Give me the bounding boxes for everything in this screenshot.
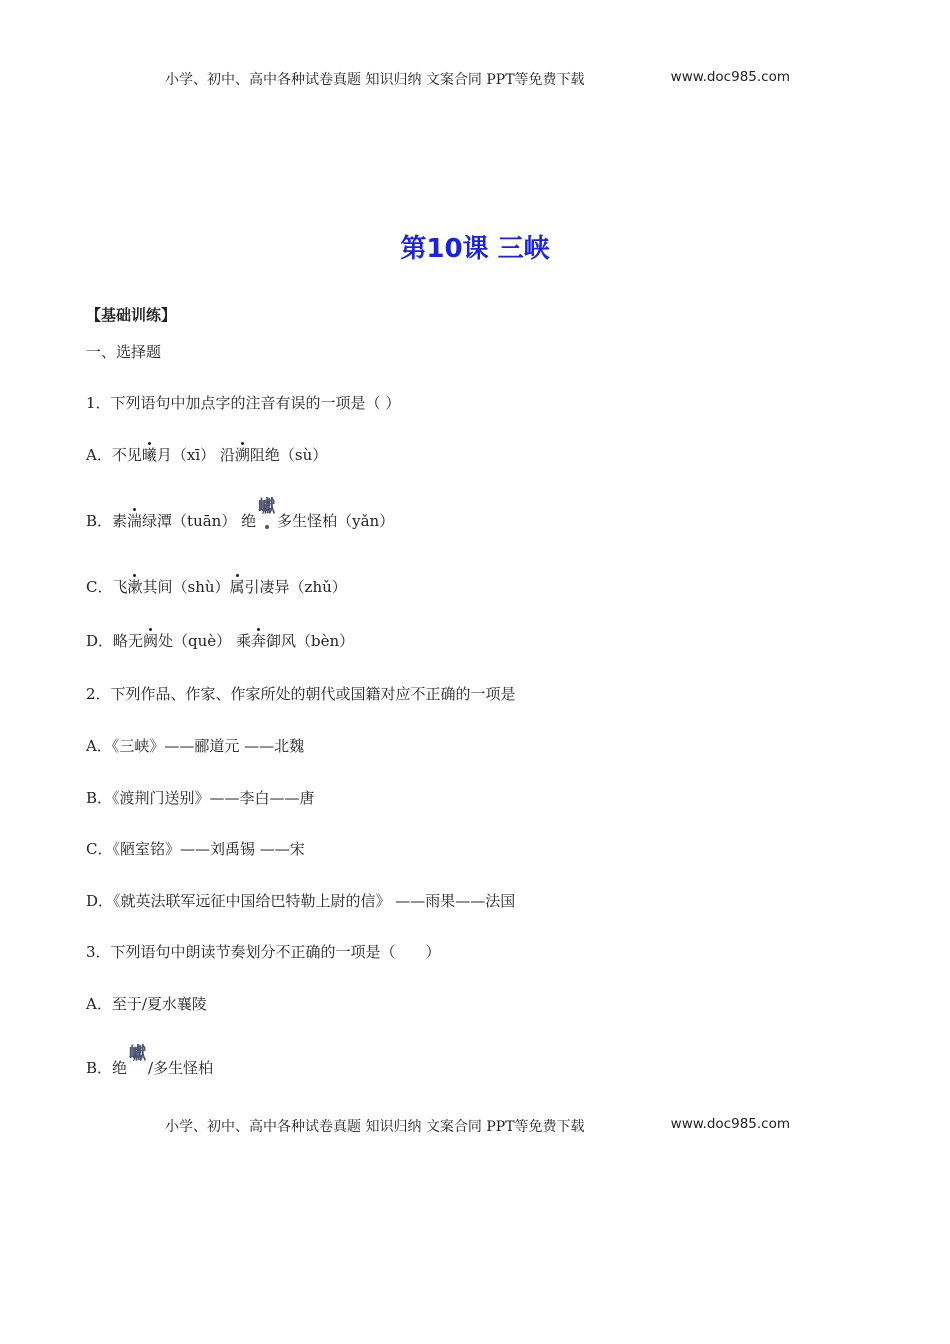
t: 月（xī） 沿	[156, 446, 235, 464]
header-text: 小学、初中、高中各种试卷真题 知识归纳 文案合同 PPT等免费下载	[165, 72, 585, 88]
dotted-char: 漱	[127, 578, 143, 596]
t: B．绝	[86, 1059, 128, 1077]
q1-option-b	[86, 497, 395, 531]
q3-stem: 3．下列语句中朗读节奏划分不正确的一项是（ ）	[86, 943, 441, 961]
lesson-title: 第10课 三峡	[400, 234, 550, 264]
section-heading: 【基础训练】	[86, 306, 177, 324]
dotted-char: 溯	[234, 446, 250, 464]
t: 处（què） 乘	[158, 632, 251, 650]
footer-text: 小学、初中、高中各种试卷真题 知识归纳 文案合同 PPT等免费下载	[165, 1119, 585, 1135]
q3-option-a: A．至于/夏水襄陵	[86, 995, 207, 1013]
q3-option-b	[86, 1044, 214, 1078]
q2-option-b: B．《渡荆门送别》——李白——唐	[86, 789, 315, 807]
q1-option-d	[86, 631, 354, 651]
t: 绿潭（tuān） 绝	[142, 512, 257, 530]
page-header	[165, 69, 790, 89]
t: 其间（shù）	[142, 578, 230, 596]
t: 多生怪柏（yǎn）	[277, 512, 395, 530]
t: 御风（bèn）	[265, 632, 355, 650]
q1-option-a	[86, 445, 327, 465]
t: 阻绝（sù）	[249, 446, 328, 464]
dotted-char: 阙	[143, 632, 159, 650]
header-url[interactable]: www.doc985.com	[670, 69, 790, 85]
char-image: 巘	[129, 1044, 147, 1064]
dotted-char: 属	[229, 578, 245, 596]
t: C．飞	[86, 578, 128, 596]
q2-stem: 2．下列作品、作家、作家所处的朝代或国籍对应不正确的一项是	[86, 685, 516, 703]
dotted-char: 奔	[250, 632, 266, 650]
t: A．不见	[86, 446, 142, 464]
t: 引凄异（zhǔ）	[244, 578, 347, 596]
t: D．略无	[86, 632, 144, 650]
char-image: 巘	[258, 497, 276, 517]
q2-option-d: D．《就英法联军远征中国给巴特勒上尉的信》 ——雨果——法国	[86, 892, 516, 910]
dotted-char: 曦	[141, 446, 157, 464]
q2-option-c: C．《陋室铭》——刘禹锡 ——宋	[86, 840, 305, 858]
t: /多生怪柏	[148, 1059, 214, 1077]
q2-option-a: A．《三峡》——郦道元 ——北魏	[86, 737, 305, 755]
q1-option-c	[86, 577, 347, 597]
dotted-char: 湍	[127, 512, 143, 530]
footer-url[interactable]: www.doc985.com	[670, 1116, 790, 1132]
t: B．素	[86, 512, 128, 530]
q1-stem: 1．下列语句中加点字的注音有误的一项是（ ）	[86, 394, 401, 412]
page-footer	[165, 1116, 790, 1136]
part-heading: 一、选择题	[86, 343, 162, 361]
